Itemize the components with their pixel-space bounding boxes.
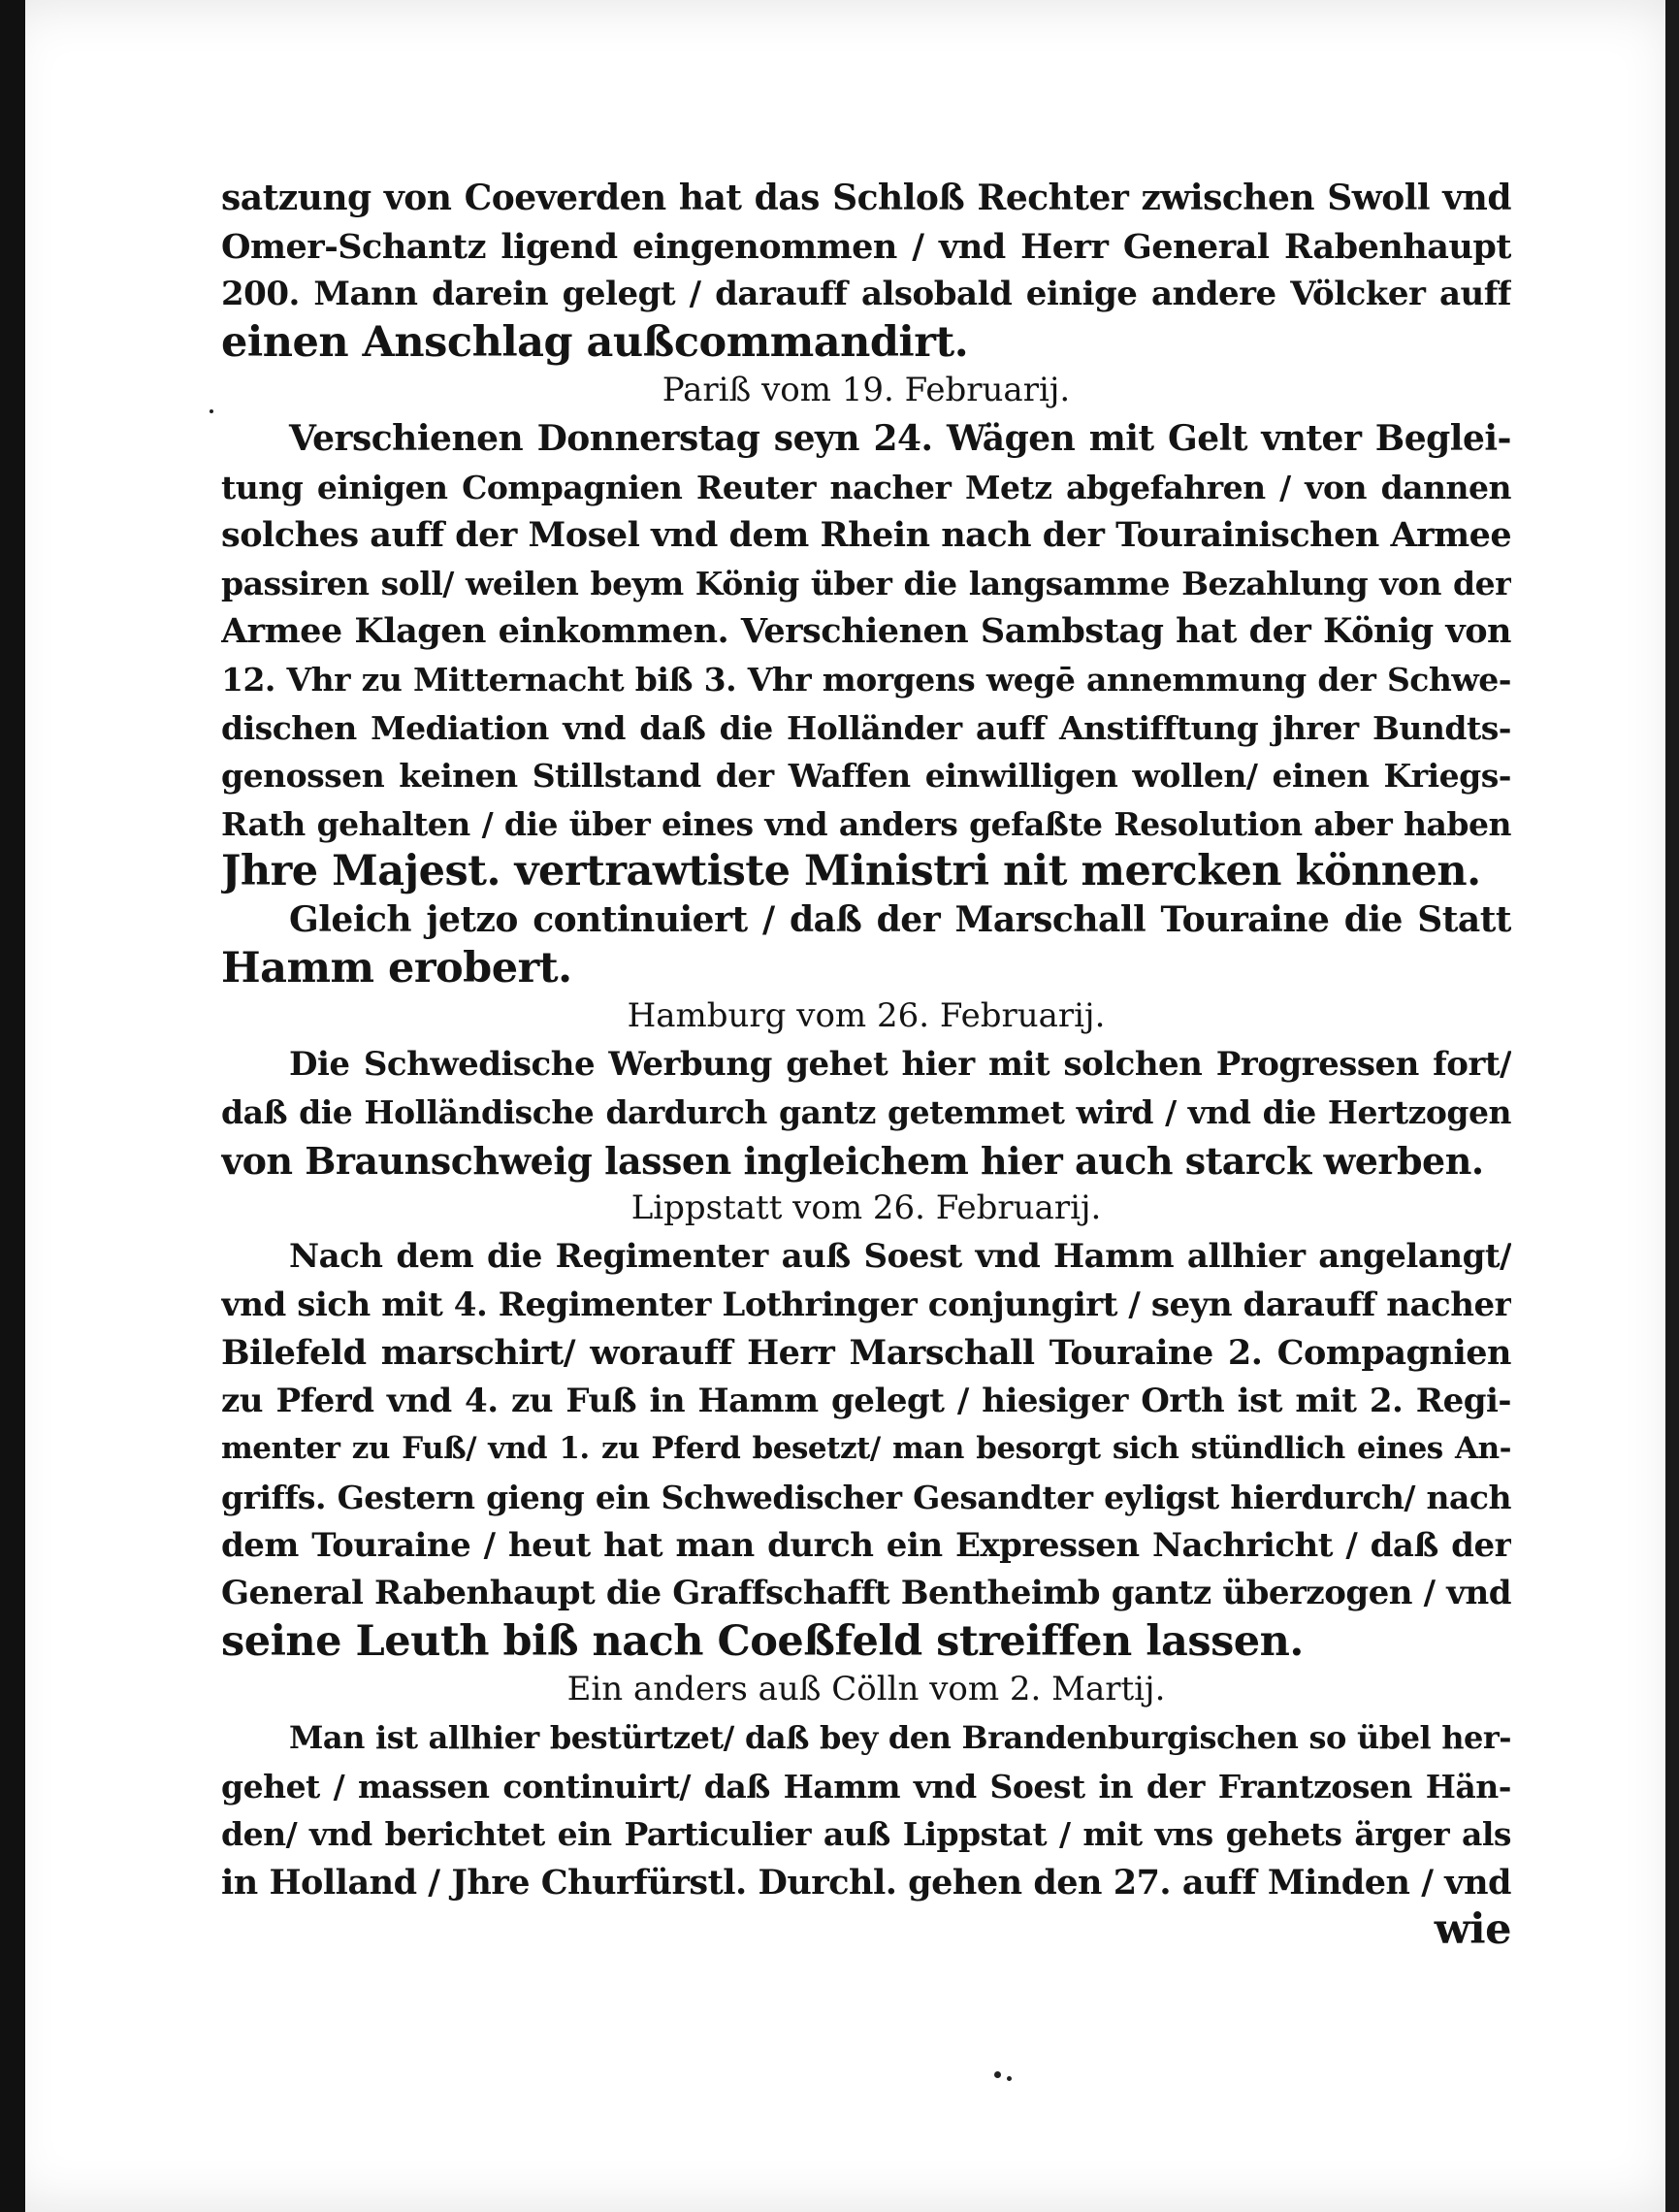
dateline-heading: Pariß vom 19. Februarij. — [662, 371, 1071, 410]
catchword: wie — [1434, 1906, 1511, 1955]
text-line: satzung von Coeverden hat das Schloß Rechter zwischen Swoll vnd — [221, 178, 1511, 218]
dateline-heading: Lippstatt vom 26. Februarij. — [630, 1188, 1102, 1228]
text-line: 200. Mann darein gelegt / darauff alsobald einige andere Völcker auff — [221, 275, 1511, 314]
print-speck — [994, 2071, 1001, 2078]
text-line: Verschienen Donnerstag seyn 24. Wägen mit Gelt vnter Beglei- — [289, 417, 1511, 459]
text-line: tung einigen Compagnien Reuter nacher Metz abgefahren / von dannen — [221, 468, 1511, 506]
text-line: dischen Mediation vnd daß die Holländer auff Anstifftung jhrer Bundts- — [221, 708, 1511, 747]
text-line: General Rabenhaupt die Graffschafft Bentheimb gantz überzogen / vnd — [221, 1574, 1511, 1613]
text-line: Rath gehalten / die über eines vnd anders gefaßte Resolution aber haben — [221, 804, 1511, 843]
text-line: einen Anschlag außcommandirt. — [221, 318, 969, 367]
text-line: Die Schwedische Werbung gehet hier mit solchen Progressen fort/ — [289, 1044, 1511, 1084]
text-line: Man ist allhier bestürtzet/ daß bey den Brandenburgischen so übel her- — [289, 1719, 1511, 1756]
page-text — [221, 175, 1511, 1955]
text-line: menter zu Fuß/ vnd 1. zu Pferd besetzt/ man besorgt sich stündlich eines An- — [221, 1431, 1511, 1467]
scan-edge-right — [1665, 0, 1679, 2212]
dateline-heading: Hamburg vom 26. Februarij. — [627, 996, 1106, 1036]
text-line: Bilefeld marschirt/ worauff Herr Marschall Touraine 2. Compagnien — [221, 1333, 1511, 1374]
text-line: Jhre Majest. vertrawtiste Ministri nit mercken können. — [221, 848, 1481, 896]
text-line: solches auff der Mosel vnd dem Rhein nach der Tourainischen Armee — [221, 515, 1511, 556]
text-line: von Braunschweig lassen ingleichem hier auch starck werben. — [221, 1138, 1484, 1183]
text-line: zu Pferd vnd 4. zu Fuß in Hamm gelegt / hiesiger Orth ist mit 2. Regi- — [221, 1381, 1511, 1420]
text-line: gehet / massen continuirt/ daß Hamm vnd Soest in der Frantzosen Hän- — [221, 1767, 1511, 1805]
scan-edge-left — [0, 0, 25, 2212]
text-line: passiren soll/ weilen beym König über die langsamme Bezahlung von der — [221, 564, 1511, 602]
text-line: Nach dem die Regimenter auß Soest vnd Hamm allhier angelangt/ — [289, 1237, 1511, 1277]
text-line: Omer-Schantz ligend eingenommen / vnd Herr General Rabenhaupt — [221, 226, 1511, 267]
text-line: den/ vnd berichtet ein Particulier auß Lippstat / mit vns gehets ärger als — [221, 1815, 1511, 1854]
text-line: genossen keinen Stillstand der Waffen einwilligen wollen/ einen Kriegs- — [221, 757, 1511, 796]
print-speck — [210, 409, 213, 413]
text-line: in Holland / Jhre Churfürstl. Durchl. gehen den 27. auff Minden / vnd — [221, 1862, 1511, 1903]
text-line: dem Touraine / heut hat man durch ein Expressen Nachricht / daß der — [221, 1525, 1511, 1565]
text-line: Hamm erobert. — [221, 944, 572, 992]
dateline-heading: Ein anders auß Cölln vom 2. Martij. — [566, 1670, 1166, 1709]
text-line: vnd sich mit 4. Regimenter Lothringer conjungirt / seyn darauff nacher — [221, 1285, 1511, 1324]
text-line: daß die Holländische dardurch gantz getemmet wird / vnd die Hertzogen — [221, 1093, 1511, 1132]
text-line: 12. Vhr zu Mitternacht biß 3. Vhr morgens wegē annemmung der Schwe- — [221, 660, 1511, 699]
text-line: griffs. Gestern gieng ein Schwedischer Gesandter eyligst hierdurch/ nach — [221, 1479, 1511, 1517]
print-speck — [1007, 2076, 1012, 2081]
text-line: Armee Klagen einkommen. Verschienen Sambstag hat der König von — [221, 611, 1511, 652]
text-line: Gleich jetzo continuiert / daß der Marschall Touraine die Statt — [289, 898, 1511, 940]
text-line: seine Leuth biß nach Coeßfeld streiffen lassen. — [221, 1617, 1304, 1666]
